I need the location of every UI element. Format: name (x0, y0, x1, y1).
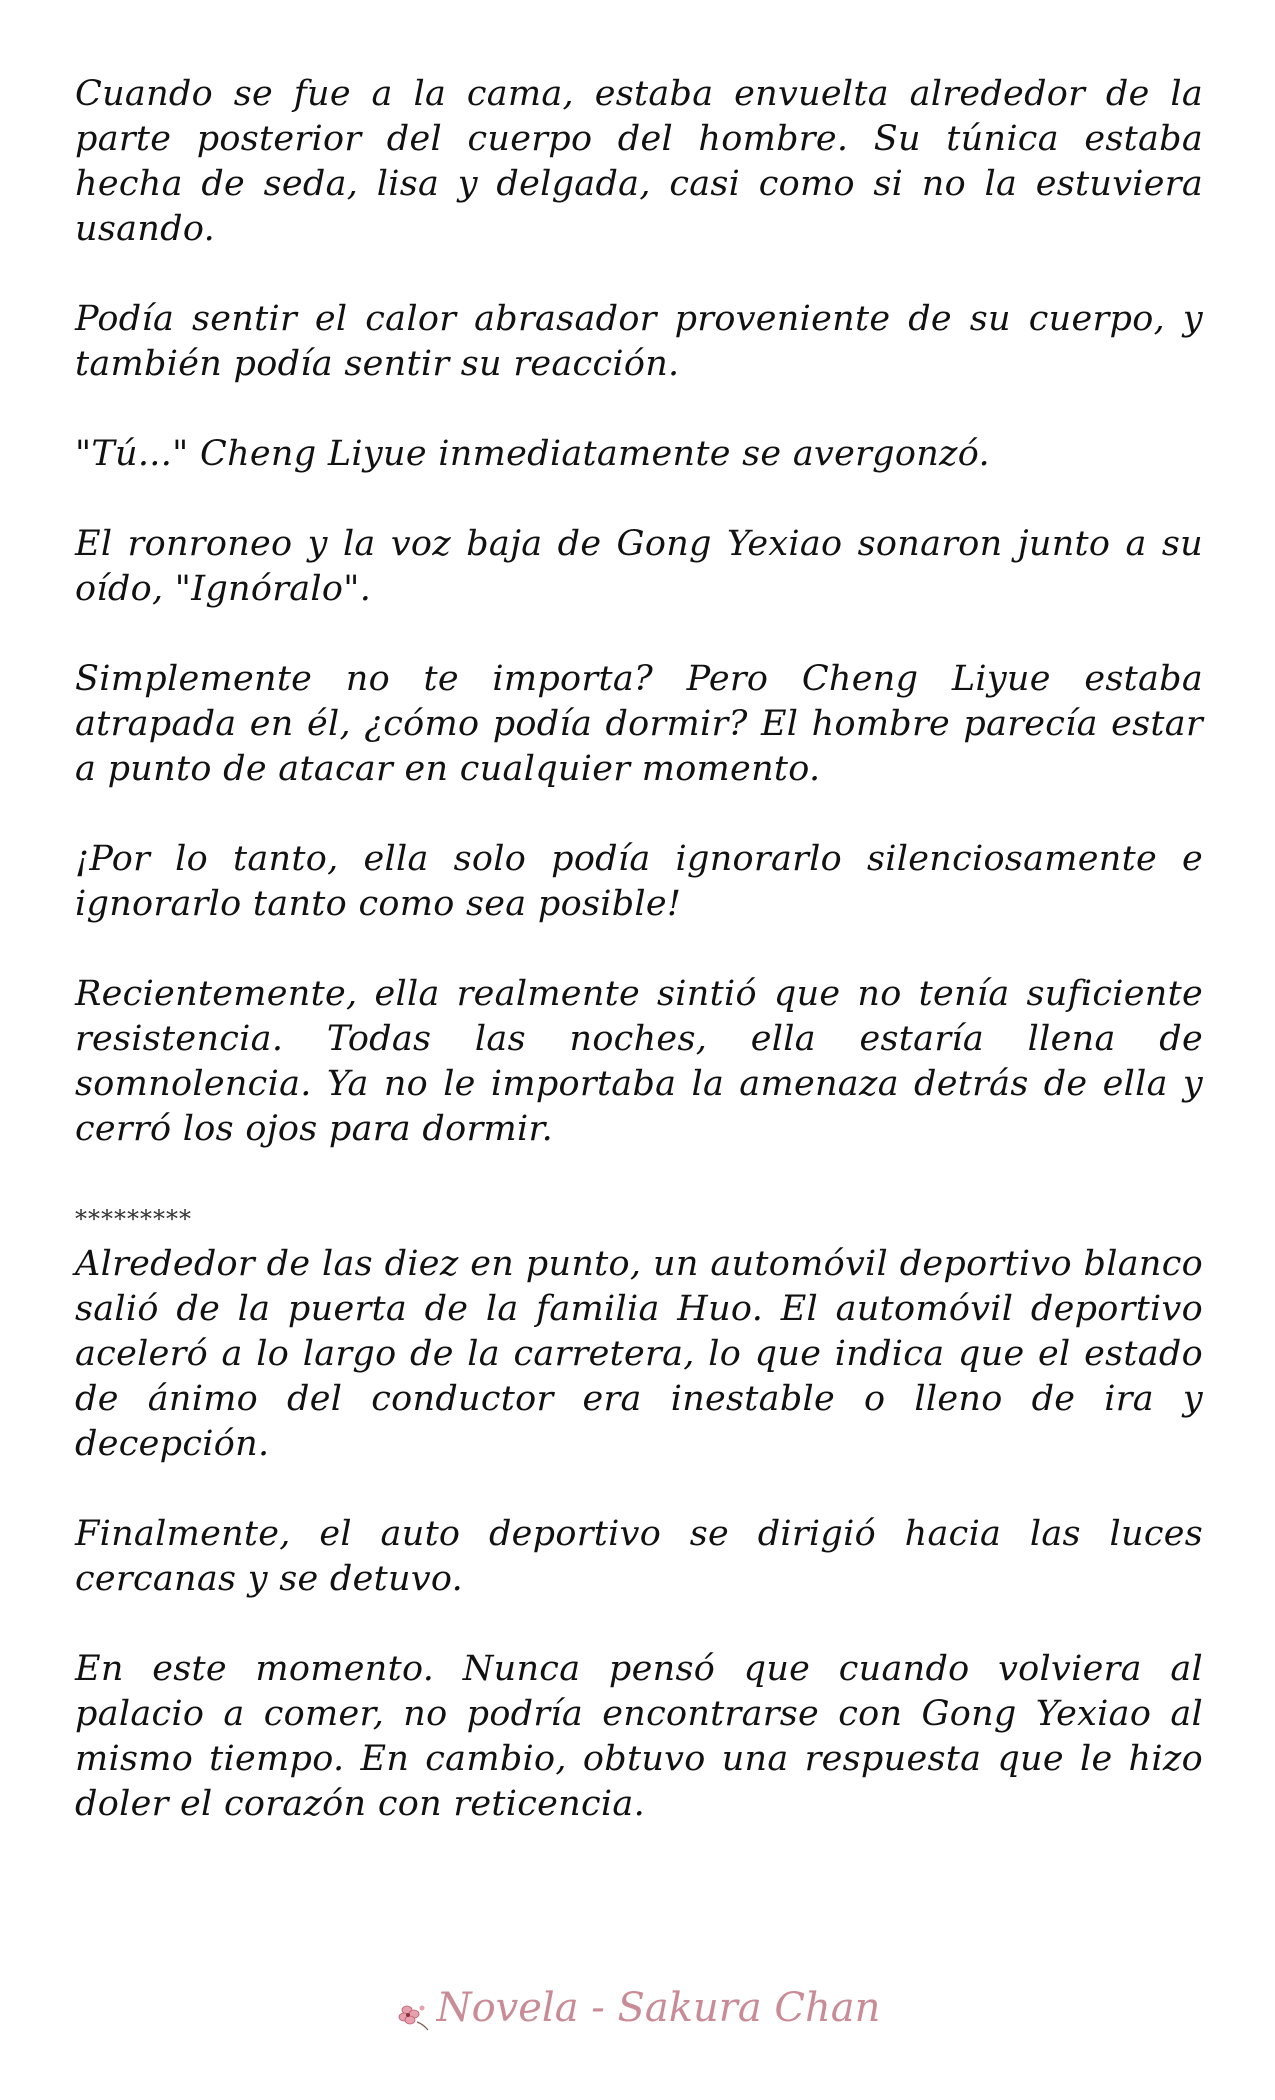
paragraph: El ronroneo y la voz baja de Gong Yexiao sonaron junto a su oído, "Ignóralo". (75, 524, 1203, 609)
footer-text: Novela - Sakura Chan (436, 1985, 881, 2031)
sakura-flower-icon (395, 1996, 431, 2026)
paragraph: Finalmente, el auto deportivo se dirigió hacia las luces cercanas y se detuvo. (75, 1514, 1203, 1599)
document-body (75, 72, 1203, 1872)
paragraph: Podía sentir el calor abrasador proveniente de su cuerpo, y también podía sentir su reacción. (75, 299, 1203, 384)
paragraph: Recientemente, ella realmente sintió que no tenía suficiente resistencia. Todas las noches, ella estaría llena de somnolencia. Ya no le importaba la amenaza detrás de ella y cerró los ojos para dormir. (75, 974, 1203, 1149)
scene-separator: ********* (75, 1205, 192, 1233)
paragraph: Cuando se fue a la cama, estaba envuelta alrededor de la parte posterior del cuerpo del hombre. Su túnica estaba hecha de seda, lisa y delgada, casi como si no la estuviera usando. (75, 74, 1203, 249)
paragraph: ¡Por lo tanto, ella solo podía ignorarlo silenciosamente e ignorarlo tanto como sea posible! (75, 839, 1203, 924)
paragraph: "Tú..." Cheng Liyue inmediatamente se avergonzó. (75, 434, 990, 474)
paragraph: Alrededor de las diez en punto, un automóvil deportivo blanco salió de la puerta de la familia Huo. El automóvil deportivo aceleró a lo largo de la carretera, lo que indica que el estado de ánimo del conductor era inestable o lleno de ira y decepción. (75, 1244, 1203, 1464)
watermark-footer (0, 1985, 1275, 2031)
paragraph: Simplemente no te importa? Pero Cheng Liyue estaba atrapada en él, ¿cómo podía dormir? El hombre parecía estar a punto de atacar en cualquier momento. (75, 659, 1203, 789)
paragraph: En este momento. Nunca pensó que cuando volviera al palacio a comer, no podría encontrarse con Gong Yexiao al mismo tiempo. En cambio, obtuvo una respuesta que le hizo doler el corazón con reticencia. (75, 1649, 1203, 1824)
